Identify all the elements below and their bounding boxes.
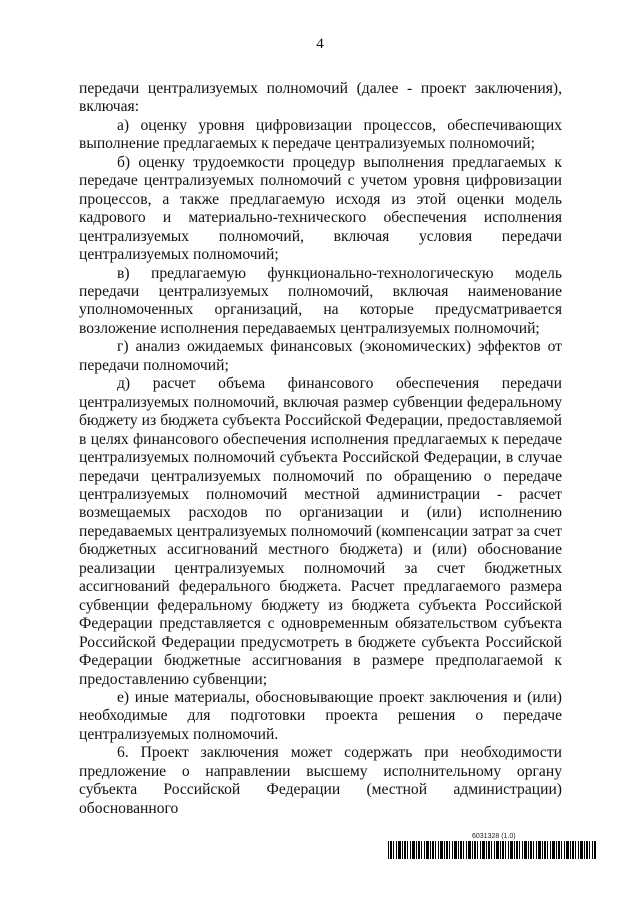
paragraph-item-g: г) анализ ожидаемых финансовых (экономических) эффектов от передачи полномочий; (79, 338, 562, 374)
document-barcode (388, 833, 596, 859)
barcode-label: 6031328 (1.0) (472, 833, 516, 840)
paragraph-item-v: в) предлагаемую функционально-технологическую модель передачи централизуемых полномочий, включая наименование уполномоченных организаций, на которые предусматривается возложение исполнения передаваемых централизуемых полномочий; (79, 264, 562, 337)
page-number: 4 (316, 36, 324, 52)
barcode-image (388, 841, 596, 859)
paragraph-intro-continuation: передачи централизуемых полномочий (далее - проект заключения), включая: (79, 80, 562, 116)
paragraph-section-6: 6. Проект заключения может содержать при необходимости предложение о направлении высшему исполнительному органу субъекта Российской Федерации (местной администрации) обоснованного (79, 744, 562, 817)
paragraph-item-a: а) оценку уровня цифровизации процессов, обеспечивающих выполнение предлагаемых к передаче централизуемых полномочий; (79, 116, 562, 153)
paragraph-item-b: б) оценку трудоемкости процедур выполнения предлагаемых к передаче централизуемых полномочий с учетом уровня цифровизации процессов, а также предлагаемую исходя из этой оценки модель кадрового и материально-технического обеспечения исполнения централизуемых полномочий, включая условия передачи централизуемых полномочий; (79, 153, 562, 264)
paragraph-item-d: д) расчет объема финансового обеспечения передачи централизуемых полномочий, включая размер субвенции федеральному бюджету из бюджета субъекта Российской Федерации, предоставляемой в целях финансового обеспечения исполнения предлагаемых к передаче централизуемых полномочий субъекта Российской Федерации, в случае передачи централизуемых полномочий по обращению о передаче централизуемых полномочий местной администрации - расчет возмещаемых расходов по организации и (или) исполнению передаваемых централизуемых полномочий (компенсации затрат за счет бюджетных ассигнований местного бюджета) и (или) обоснование реализации централизуемых полномочий за счет бюджетных ассигнований федерального бюджета. Расчет предлагаемого размера субвенции федеральному бюджету из бюджета субъекта Российской Федерации представляется с одновременным обязательством субъекта Российской Федерации предусмотреть в бюджете субъекта Российской Федерации бюджетные ассигнования в размере предполагаемой к предоставлению субвенции; (79, 375, 562, 688)
document-body (79, 80, 562, 818)
paragraph-item-e: е) иные материалы, обосновывающие проект заключения и (или) необходимые для подготовки проекта решения о передаче централизуемых полномочий. (79, 688, 562, 743)
